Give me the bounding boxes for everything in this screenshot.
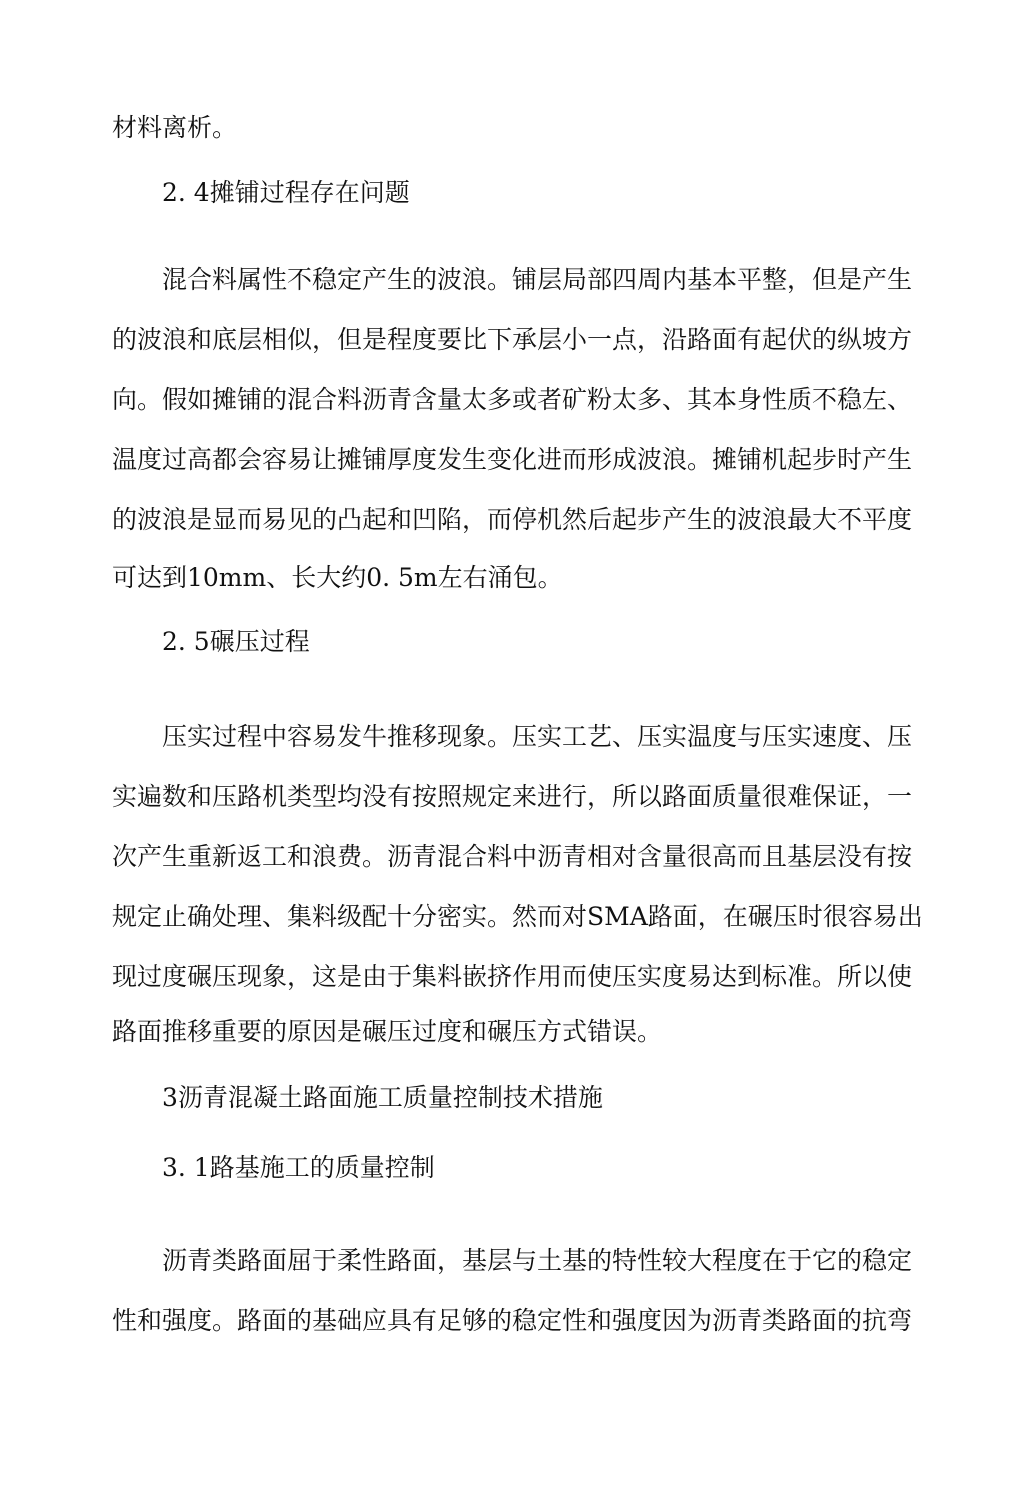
paragraph-line: 压实过程中容易发牛推移现象。压实工艺、压实温度与压实速度、压 (162, 722, 913, 751)
section-heading: 3. 1路基施工的质量控制 (162, 1153, 435, 1182)
paragraph-line: 的波浪是显而易见的凸起和凹陷，而停机然后起步产生的波浪最大不平度 (112, 505, 913, 534)
section-heading: 2. 5碾压过程 (162, 627, 310, 656)
text-line: 材料离析。 (112, 113, 238, 142)
paragraph-line: 混合料属性不稳定产生的波浪。铺层局部四周内基本平整，但是产生 (162, 265, 913, 294)
paragraph-line: 实遍数和压路机类型均没有按照规定来进行，所以路面质量很难保证，一 (112, 782, 913, 811)
paragraph-line: 向。假如摊铺的混合料沥青含量太多或者矿粉太多、其本身性质不稳左、 (112, 385, 913, 414)
section-heading: 2. 4摊铺过程存在问题 (162, 178, 410, 207)
paragraph-line: 路面推移重要的原因是碾压过度和碾压方式错误。 (112, 1017, 663, 1046)
paragraph-line: 的波浪和底层相似，但是程度要比下承层小一点，沿路面有起伏的纵坡方 (112, 325, 913, 354)
paragraph-line: 可达到10mm、长大约0. 5m左右涌包。 (112, 563, 563, 592)
paragraph-line: 温度过高都会容易让摊铺厚度发生变化进而形成波浪。摊铺机起步时产生 (112, 445, 913, 474)
paragraph-line: 次产生重新返工和浪费。沥青混合料中沥青相对含量很高而且基层没有按 (112, 842, 913, 871)
paragraph-line: 现过度碾压现象，这是由于集料嵌挤作用而使压实度易达到标准。所以使 (112, 962, 913, 991)
paragraph-line: 性和强度。路面的基础应具有足够的稳定性和强度因为沥青类路面的抗弯 (112, 1306, 913, 1335)
paragraph-line: 沥青类路面屈于柔性路面，基层与土基的特性较大程度在于它的稳定 (162, 1246, 913, 1275)
section-heading: 3沥青混凝土路面施工质量控制技术措施 (162, 1083, 603, 1112)
paragraph-line: 规定止确处理、集料级配十分密实。然而对SMA路面，在碾压时很容易出 (112, 902, 923, 931)
